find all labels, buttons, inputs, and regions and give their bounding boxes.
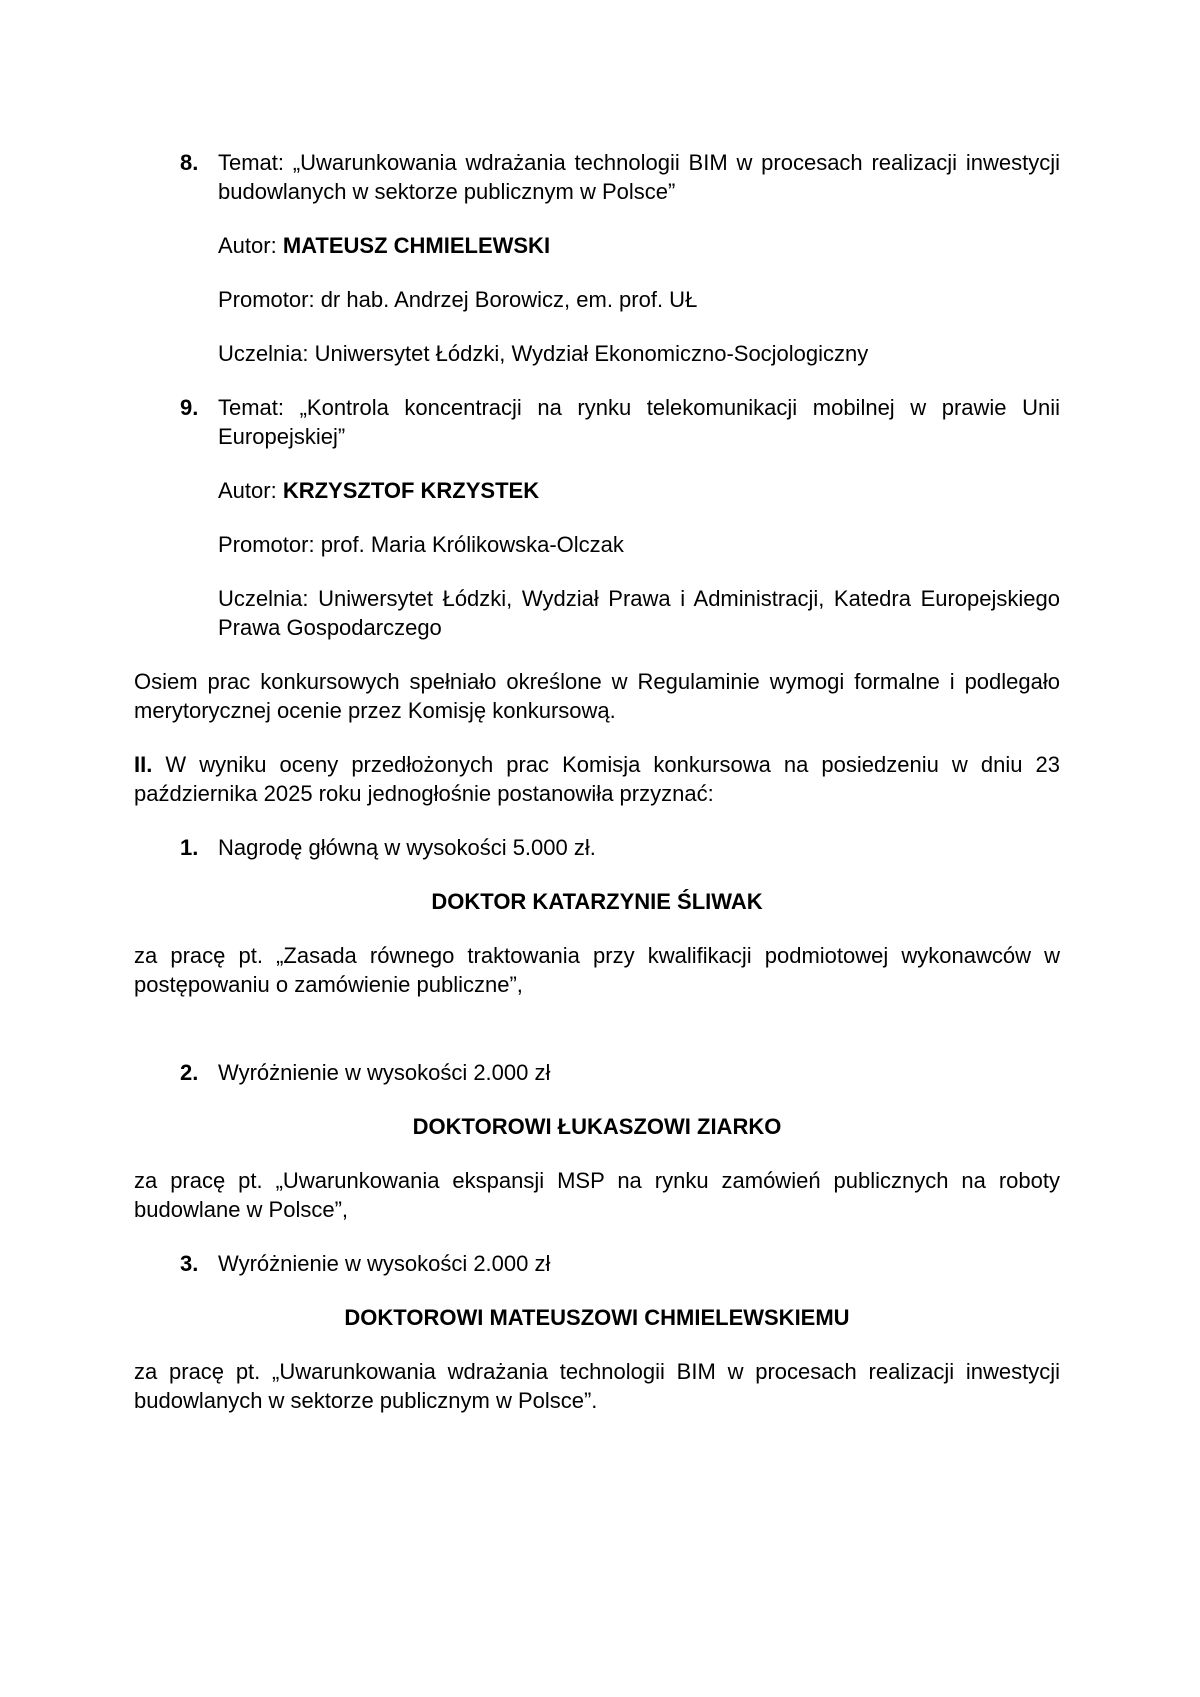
- item-number: 1.: [180, 835, 199, 860]
- thesis-author-line: [134, 231, 1060, 260]
- award-text: Nagrodę główną w wysokości 5.000 zł.: [218, 835, 596, 860]
- decision-text: W wyniku oceny przedłożonych prac Komisja konkursowa na posiedzeniu w dniu 23 października 2025 roku jednogłośnie postanowiła przyznać:: [134, 752, 1060, 806]
- award-work-3: za pracę pt. „Uwarunkowania wdrażania technologii BIM w procesach realizacji inwestycji budowlanych w sektorze publicznym w Polsce”.: [134, 1359, 1060, 1413]
- thesis-university-line: Uczelnia: Uniwersytet Łódzki, Wydział Ekonomiczno-Socjologiczny: [218, 341, 869, 366]
- thesis-promoter-line: Promotor: dr hab. Andrzej Borowicz, em. prof. UŁ: [218, 287, 698, 312]
- document-content: [134, 143, 1060, 1440]
- award-item-2: [134, 1058, 1060, 1087]
- item-number: 2.: [180, 1060, 199, 1085]
- award-recipient-3: DOKTOROWI MATEUSZOWI CHMIELEWSKIEMU: [344, 1305, 850, 1330]
- thesis-university-line: Uczelnia: Uniwersytet Łódzki, Wydział Prawa i Administracji, Katedra Europejskiego Prawa Gospodarczego: [218, 586, 1060, 640]
- thesis-author-line: [134, 476, 1060, 505]
- author-label: Autor:: [218, 233, 283, 258]
- thesis-item-8: [134, 148, 1060, 206]
- author-label: Autor:: [218, 478, 283, 503]
- decision-numeral: II.: [134, 752, 153, 777]
- item-number: 3.: [180, 1251, 199, 1276]
- award-work-1: za pracę pt. „Zasada równego traktowania przy kwalifikacji podmiotowej wykonawców w postępowaniu o zamówienie publiczne”,: [134, 943, 1060, 997]
- author-name: MATEUSZ CHMIELEWSKI: [282, 233, 551, 258]
- summary-paragraph: Osiem prac konkursowych spełniało określone w Regulaminie wymogi formalne i podlegało merytorycznej ocenie przez Komisję konkursową.: [134, 669, 1060, 723]
- thesis-promoter-line: Promotor: prof. Maria Królikowska-Olczak: [218, 532, 624, 557]
- award-item-3: [134, 1249, 1060, 1278]
- thesis-topic: Temat: „Kontrola koncentracji na rynku telekomunikacji mobilnej w prawie Unii Europejskiej”: [218, 395, 1060, 449]
- item-number: 8.: [180, 150, 199, 175]
- award-work-2: za pracę pt. „Uwarunkowania ekspansji MSP na rynku zamówień publicznych na roboty budowlane w Polsce”,: [134, 1168, 1060, 1222]
- thesis-item-9: [134, 393, 1060, 451]
- award-text: Wyróżnienie w wysokości 2.000 zł: [218, 1060, 551, 1085]
- award-recipient-2: DOKTOROWI ŁUKASZOWI ZIARKO: [412, 1114, 782, 1139]
- award-item-1: [134, 833, 1060, 862]
- award-text: Wyróżnienie w wysokości 2.000 zł: [218, 1251, 551, 1276]
- thesis-topic: Temat: „Uwarunkowania wdrażania technologii BIM w procesach realizacji inwestycji budowlanych w sektorze publicznym w Polsce”: [218, 150, 1060, 204]
- award-recipient-1: DOKTOR KATARZYNIE ŚLIWAK: [431, 889, 763, 914]
- decision-paragraph: [134, 750, 1060, 808]
- item-number: 9.: [180, 395, 199, 420]
- author-name: KRZYSZTOF KRZYSTEK: [282, 478, 540, 503]
